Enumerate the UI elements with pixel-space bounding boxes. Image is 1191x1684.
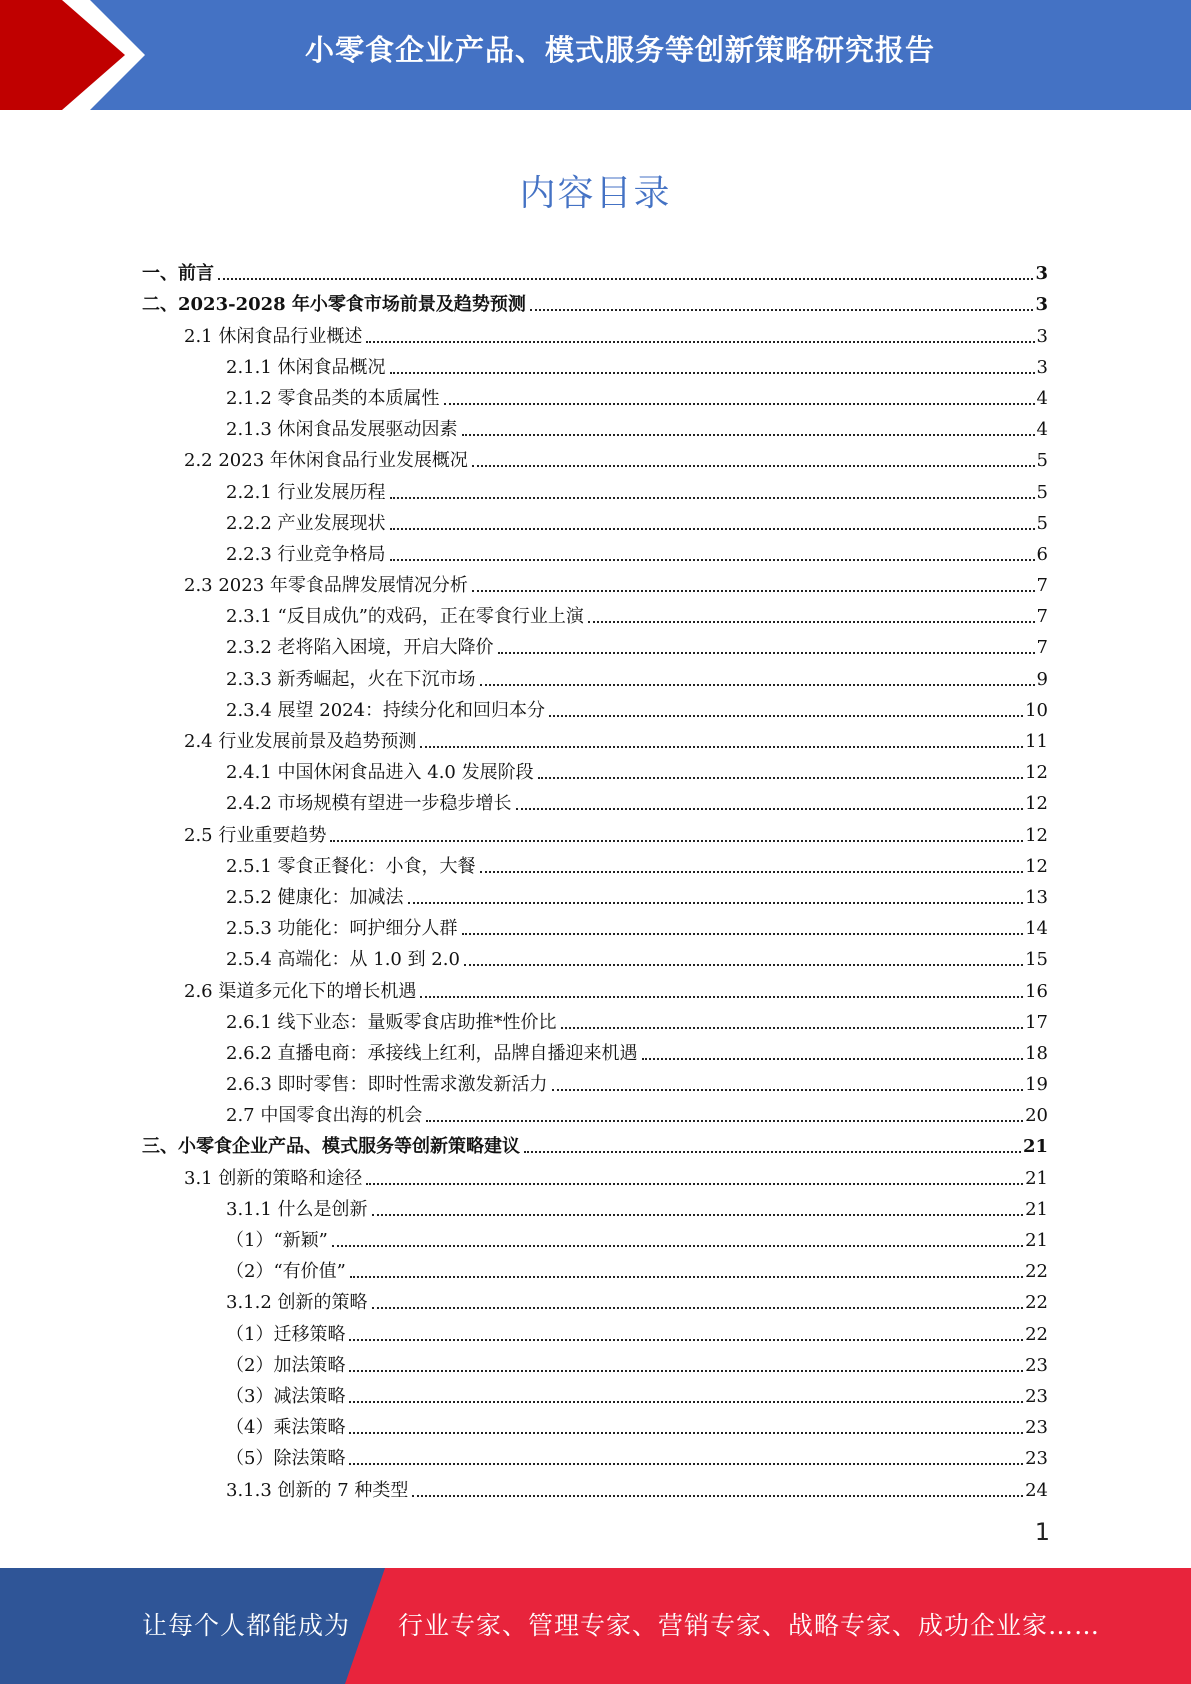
toc-entry-label: 三、小零食企业产品、模式服务等创新策略建议 <box>142 1136 520 1158</box>
toc-leader-dots <box>588 621 1035 623</box>
toc-leader-dots <box>472 465 1035 467</box>
toc-entry-label: 2.6.2 直播电商：承接线上红利，品牌自播迎来机遇 <box>226 1042 638 1064</box>
toc-entry[interactable] <box>142 254 1048 285</box>
toc-entry-label: （2）加法策略 <box>226 1354 346 1376</box>
toc-entry[interactable] <box>142 909 1048 940</box>
toc-leader-dots <box>390 497 1035 499</box>
toc-leader-dots <box>366 341 1034 343</box>
toc-leader-dots <box>412 1495 1023 1497</box>
toc-leader-dots <box>480 871 1024 873</box>
toc-entry-page: 6 <box>1036 543 1048 565</box>
toc-leader-dots <box>390 559 1035 561</box>
toc-entry-page: 22 <box>1025 1261 1048 1283</box>
toc-leader-dots <box>408 902 1024 904</box>
toc-entry-page: 7 <box>1036 606 1048 628</box>
toc-entry-label: （5）除法策略 <box>226 1448 346 1470</box>
toc-entry-page: 17 <box>1025 1011 1048 1033</box>
toc-entry-label: 2.2.1 行业发展历程 <box>226 481 386 503</box>
toc-entry[interactable] <box>142 1221 1048 1252</box>
toc-entry-page: 21 <box>1025 1230 1048 1251</box>
toc-entry-label: 3.1 创新的策略和途径 <box>184 1167 363 1189</box>
toc-entry-label: 2.3.4 展望 2024：持续分化和回归本分 <box>226 699 546 721</box>
table-of-contents <box>142 254 1048 1502</box>
toc-entry-page: 23 <box>1025 1354 1048 1376</box>
toc-entry[interactable] <box>142 691 1048 722</box>
toc-entry-label: 3.1.2 创新的策略 <box>226 1292 368 1314</box>
footer-slogan-roles: 行业专家、管理专家、营销专家、战略专家、成功企业家…… <box>398 1611 1101 1640</box>
toc-entry[interactable] <box>142 535 1048 566</box>
toc-leader-dots <box>444 403 1035 405</box>
toc-leader-dots <box>426 1120 1023 1122</box>
toc-entry[interactable] <box>142 878 1048 909</box>
toc-entry-page: 24 <box>1025 1479 1048 1501</box>
toc-entry-label: 2.4.2 市场规模有望进一步稳步增长 <box>226 793 512 815</box>
toc-leader-dots <box>332 1245 1023 1247</box>
toc-leader-dots <box>420 996 1023 998</box>
toc-leader-dots <box>462 933 1024 935</box>
toc-entry[interactable] <box>142 597 1048 628</box>
toc-entry[interactable] <box>142 441 1048 472</box>
toc-entry-page: 23 <box>1025 1417 1048 1439</box>
toc-entry[interactable] <box>142 1252 1048 1283</box>
toc-entry-label: 二、2023-2028 年小零食市场前景及趋势预测 <box>142 294 526 316</box>
toc-entry-page: 7 <box>1036 575 1048 597</box>
toc-entry-label: 2.3.1 “反目成仇”的戏码，正在零食行业上演 <box>226 606 584 628</box>
toc-entry[interactable] <box>142 1065 1048 1096</box>
toc-entry[interactable] <box>142 659 1048 690</box>
toc-entry[interactable] <box>142 285 1048 316</box>
page-number: 1 <box>1034 1518 1050 1546</box>
toc-leader-dots <box>330 840 1023 842</box>
toc-entry-page: 7 <box>1036 637 1048 659</box>
footer-slogan-lead: 让每个人都能成为 <box>142 1611 351 1640</box>
toc-entry-label: 2.6 渠道多元化下的增长机遇 <box>184 980 417 1002</box>
toc-entry-label: （3）减法策略 <box>226 1385 346 1407</box>
toc-leader-dots <box>349 1463 1023 1465</box>
toc-leader-dots <box>549 715 1023 717</box>
toc-entry-page: 10 <box>1025 699 1048 721</box>
page-footer <box>0 1568 1191 1684</box>
toc-entry[interactable] <box>142 1003 1048 1034</box>
toc-leader-dots <box>530 309 1034 311</box>
toc-leader-dots <box>642 1058 1024 1060</box>
toc-entry-page: 3 <box>1035 263 1048 285</box>
toc-entry-label: （1）“新颖” <box>226 1230 328 1251</box>
toc-entry-page: 3 <box>1036 325 1048 347</box>
toc-entry-page: 18 <box>1025 1042 1048 1064</box>
toc-entry-page: 3 <box>1036 356 1048 378</box>
toc-entry-label: （4）乘法策略 <box>226 1417 346 1439</box>
report-title: 小零食企业产品、模式服务等创新策略研究报告 <box>304 33 935 67</box>
toc-entry[interactable] <box>142 815 1048 846</box>
toc-entry[interactable] <box>142 1127 1048 1158</box>
toc-entry[interactable] <box>142 1190 1048 1221</box>
toc-leader-dots <box>349 1339 1023 1341</box>
toc-entry-label: （1）迁移策略 <box>226 1323 346 1345</box>
toc-entry[interactable] <box>142 410 1048 441</box>
toc-entry-page: 23 <box>1025 1448 1048 1470</box>
toc-entry-label: 2.5.2 健康化：加减法 <box>226 886 404 908</box>
toc-entry-page: 12 <box>1025 824 1048 846</box>
toc-entry-label: 2.4.1 中国休闲食品进入 4.0 发展阶段 <box>226 762 534 784</box>
toc-entry-label: 2.6.1 线下业态：量贩零食店助推*性价比 <box>226 1011 557 1033</box>
toc-entry-label: 2.6.3 即时零售：即时性需求激发新活力 <box>226 1074 548 1096</box>
toc-entry-page: 21 <box>1025 1167 1048 1189</box>
toc-entry-label: 2.3 2023 年零食品牌发展情况分析 <box>184 575 468 597</box>
toc-leader-dots <box>366 1183 1023 1185</box>
arrow-logo-icon <box>0 0 160 110</box>
toc-entry-label: 一、前言 <box>142 263 214 285</box>
toc-entry[interactable] <box>142 348 1048 379</box>
toc-entry-label: 2.2.2 产业发展现状 <box>226 512 386 534</box>
toc-leader-dots <box>349 1401 1023 1403</box>
toc-leader-dots <box>498 652 1035 654</box>
toc-entry-page: 15 <box>1025 949 1048 971</box>
toc-entry-page: 21 <box>1022 1136 1048 1158</box>
toc-entry-page: 5 <box>1036 450 1048 472</box>
toc-entry-label: 2.2.3 行业竞争格局 <box>226 543 386 565</box>
toc-entry-page: 19 <box>1025 1074 1048 1096</box>
toc-entry-label: 2.2 2023 年休闲食品行业发展概况 <box>184 450 468 472</box>
toc-entry-page: 22 <box>1025 1323 1048 1345</box>
toc-entry-label: 2.7 中国零食出海的机会 <box>226 1105 423 1127</box>
toc-leader-dots <box>538 777 1024 779</box>
toc-entry-label: （2）“有价值” <box>226 1261 346 1283</box>
toc-entry-page: 13 <box>1025 886 1048 908</box>
toc-entry-label: 3.1.1 什么是创新 <box>226 1198 368 1220</box>
toc-entry-page: 20 <box>1025 1105 1048 1127</box>
toc-leader-dots <box>350 1276 1023 1278</box>
toc-leader-dots <box>218 278 1033 280</box>
toc-entry[interactable] <box>142 316 1048 347</box>
toc-entry-page: 12 <box>1025 762 1048 784</box>
toc-entry[interactable] <box>142 1158 1048 1189</box>
toc-entry[interactable] <box>142 1408 1048 1439</box>
toc-entry-page: 21 <box>1025 1198 1048 1220</box>
toc-entry[interactable] <box>142 1096 1048 1127</box>
toc-entry-page: 5 <box>1036 512 1048 534</box>
toc-entry-page: 12 <box>1025 793 1048 815</box>
toc-leader-dots <box>372 1214 1024 1216</box>
toc-entry-label: 2.4 行业发展前景及趋势预测 <box>184 731 417 752</box>
toc-entry-label: 3.1.3 创新的 7 种类型 <box>226 1479 409 1501</box>
toc-entry[interactable] <box>142 1314 1048 1345</box>
toc-entry[interactable] <box>142 722 1048 753</box>
toc-entry-label: 2.5.1 零食正餐化：小食，大餐 <box>226 855 476 877</box>
toc-entry[interactable] <box>142 753 1048 784</box>
toc-entry[interactable] <box>142 1283 1048 1314</box>
page-header <box>0 0 1191 110</box>
toc-entry-label: 2.1.1 休闲食品概况 <box>226 356 386 378</box>
toc-entry[interactable] <box>142 1439 1048 1470</box>
toc-entry-page: 16 <box>1025 980 1048 1002</box>
toc-leader-dots <box>464 964 1023 966</box>
toc-entry-label: 2.5.3 功能化：呵护细分人群 <box>226 918 458 940</box>
toc-entry[interactable] <box>142 1034 1048 1065</box>
toc-leader-dots <box>349 1432 1023 1434</box>
toc-entry-page: 11 <box>1025 731 1048 752</box>
toc-entry[interactable] <box>142 504 1048 535</box>
toc-entry-label: 2.3.3 新秀崛起，火在下沉市场 <box>226 668 476 690</box>
toc-entry-page: 4 <box>1036 419 1048 441</box>
toc-leader-dots <box>349 1370 1023 1372</box>
toc-leader-dots <box>462 434 1035 436</box>
toc-entry[interactable] <box>142 784 1048 815</box>
toc-leader-dots <box>516 808 1024 810</box>
toc-leader-dots <box>390 372 1035 374</box>
toc-entry-page: 5 <box>1036 481 1048 503</box>
toc-entry[interactable] <box>142 472 1048 503</box>
toc-entry[interactable] <box>142 1346 1048 1377</box>
toc-entry[interactable] <box>142 1470 1048 1501</box>
toc-leader-dots <box>472 590 1035 592</box>
toc-entry-label: 2.5 行业重要趋势 <box>184 824 327 846</box>
toc-entry-label: 2.1.2 零食品类的本质属性 <box>226 387 440 409</box>
toc-entry-page: 14 <box>1025 918 1048 940</box>
toc-leader-dots <box>552 1089 1024 1091</box>
toc-leader-dots <box>390 528 1035 530</box>
toc-entry-page: 22 <box>1025 1292 1048 1314</box>
toc-leader-dots <box>372 1307 1024 1309</box>
toc-entry-page: 12 <box>1025 855 1048 877</box>
toc-entry-label: 2.1 休闲食品行业概述 <box>184 325 363 347</box>
toc-entry[interactable] <box>142 566 1048 597</box>
toc-entry-label: 2.1.3 休闲食品发展驱动因素 <box>226 419 458 441</box>
toc-entry-page: 9 <box>1036 668 1048 690</box>
toc-entry[interactable] <box>142 971 1048 1002</box>
toc-entry-label: 2.3.2 老将陷入困境，开启大降价 <box>226 637 494 659</box>
toc-leader-dots <box>561 1027 1024 1029</box>
toc-heading: 内容目录 <box>519 173 672 214</box>
toc-entry[interactable] <box>142 628 1048 659</box>
toc-entry[interactable] <box>142 847 1048 878</box>
toc-entry[interactable] <box>142 940 1048 971</box>
toc-entry[interactable] <box>142 1377 1048 1408</box>
toc-leader-dots <box>420 746 1023 748</box>
toc-entry-page: 23 <box>1025 1385 1048 1407</box>
toc-leader-dots <box>480 684 1035 686</box>
toc-entry[interactable] <box>142 379 1048 410</box>
toc-leader-dots <box>524 1151 1021 1153</box>
toc-entry-page: 4 <box>1036 387 1048 409</box>
toc-entry-label: 2.5.4 高端化：从 1.0 到 2.0 <box>226 949 460 971</box>
toc-entry-page: 3 <box>1035 294 1048 316</box>
